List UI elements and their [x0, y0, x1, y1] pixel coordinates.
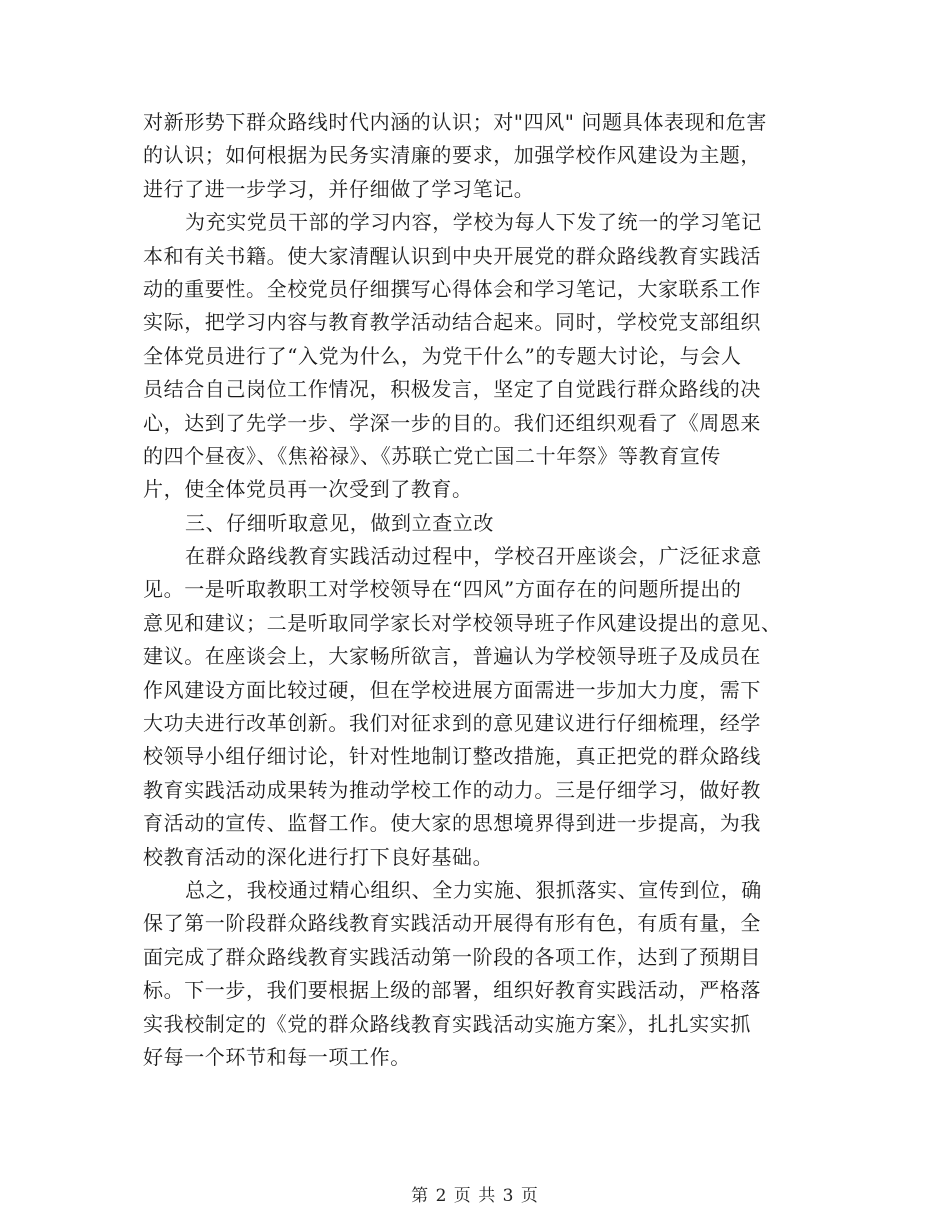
text-line: 好每一个环节和每一项工作。 — [143, 1044, 411, 1069]
text-line: 校教育活动的深化进行打下良好基础。 — [143, 844, 494, 869]
text-line: 育活动的宣传、监督工作。使大家的思想境界得到进一步提高，为我 — [143, 811, 761, 836]
paragraph-first-line: 总之，我校通过精心组织、全力实施、狠抓落实、宣传到位，确 — [185, 877, 762, 902]
text-line: 进行了进一步学习，并仔细做了学习笔记。 — [143, 176, 535, 201]
text-line: 意见和建议；二是听取同学家长对学校领导班子作风建设提出的意见、 — [143, 610, 782, 635]
paragraph-first-line: 在群众路线教育实践活动过程中，学校召开座谈会，广泛征求意 — [185, 544, 762, 569]
text-line: 见。一是听取教职工对学校领导在“四风”方面存在的问题所提出的 — [143, 577, 742, 602]
text-line: 全体党员进行了“入党为什么，为党干什么”的专题大讨论，与会人 — [143, 343, 742, 368]
text-line: 员结合自己岗位工作情况，积极发言，坚定了自觉践行群众路线的决 — [143, 377, 761, 402]
text-line: 对新形势下群众路线时代内涵的认识；对"四风" 问题具体表现和危害 — [143, 110, 767, 134]
text-line: 片，使全体党员再一次受到了教育。 — [143, 477, 473, 502]
text-line: 大功夫进行改革创新。我们对征求到的意见建议进行仔细梳理，经学 — [143, 711, 761, 736]
paragraph-first-line: 为充实党员干部的学习内容，学校为每人下发了统一的学习笔记 — [185, 210, 762, 235]
text-line: 动的重要性。全校党员仔细撰写心得体会和学习笔记，大家联系工作 — [143, 276, 761, 301]
page-footer: 第 2 页 共 3 页 — [411, 1186, 539, 1206]
text-line: 实际，把学习内容与教育教学活动结合起来。同时，学校党支部组织 — [143, 310, 761, 335]
text-line: 标。下一步，我们要根据上级的部署，组织好教育实践活动，严格落 — [143, 978, 761, 1003]
text-line: 实我校制定的《党的群众路线教育实践活动实施方案》，扎扎实实抓 — [143, 1011, 751, 1036]
text-line: 心，达到了先学一步、学深一步的目的。我们还组织观看了《周恩来 — [143, 410, 761, 435]
text-line: 教育实践活动成果转为推动学校工作的动力。三是仔细学习，做好教 — [143, 777, 761, 802]
paragraph-first-line: 三、仔细听取意见，做到立查立改 — [185, 510, 494, 535]
text-line: 建议。在座谈会上，大家畅所欲言，普遍认为学校领导班子及成员在 — [143, 644, 761, 669]
text-line: 的认识；如何根据为民务实清廉的要求，加强学校作风建设为主题， — [143, 143, 761, 168]
text-line: 校领导小组仔细讨论，针对性地制订整改措施，真正把党的群众路线 — [143, 744, 761, 769]
text-line: 本和有关书籍。使大家清醒认识到中央开展党的群众路线教育实践活 — [143, 243, 761, 268]
text-line: 保了第一阶段群众路线教育实践活动开展得有形有色，有质有量，全 — [143, 911, 761, 936]
text-line: 作风建设方面比较过硬，但在学校进展方面需进一步加大力度，需下 — [143, 677, 761, 702]
text-line: 的四个昼夜》、《焦裕禄》、《苏联亡党亡国二十年祭》等教育宣传 — [143, 443, 721, 468]
text-line: 面完成了群众路线教育实践活动第一阶段的各项工作，达到了预期目 — [143, 944, 761, 969]
document-body — [143, 106, 808, 1074]
